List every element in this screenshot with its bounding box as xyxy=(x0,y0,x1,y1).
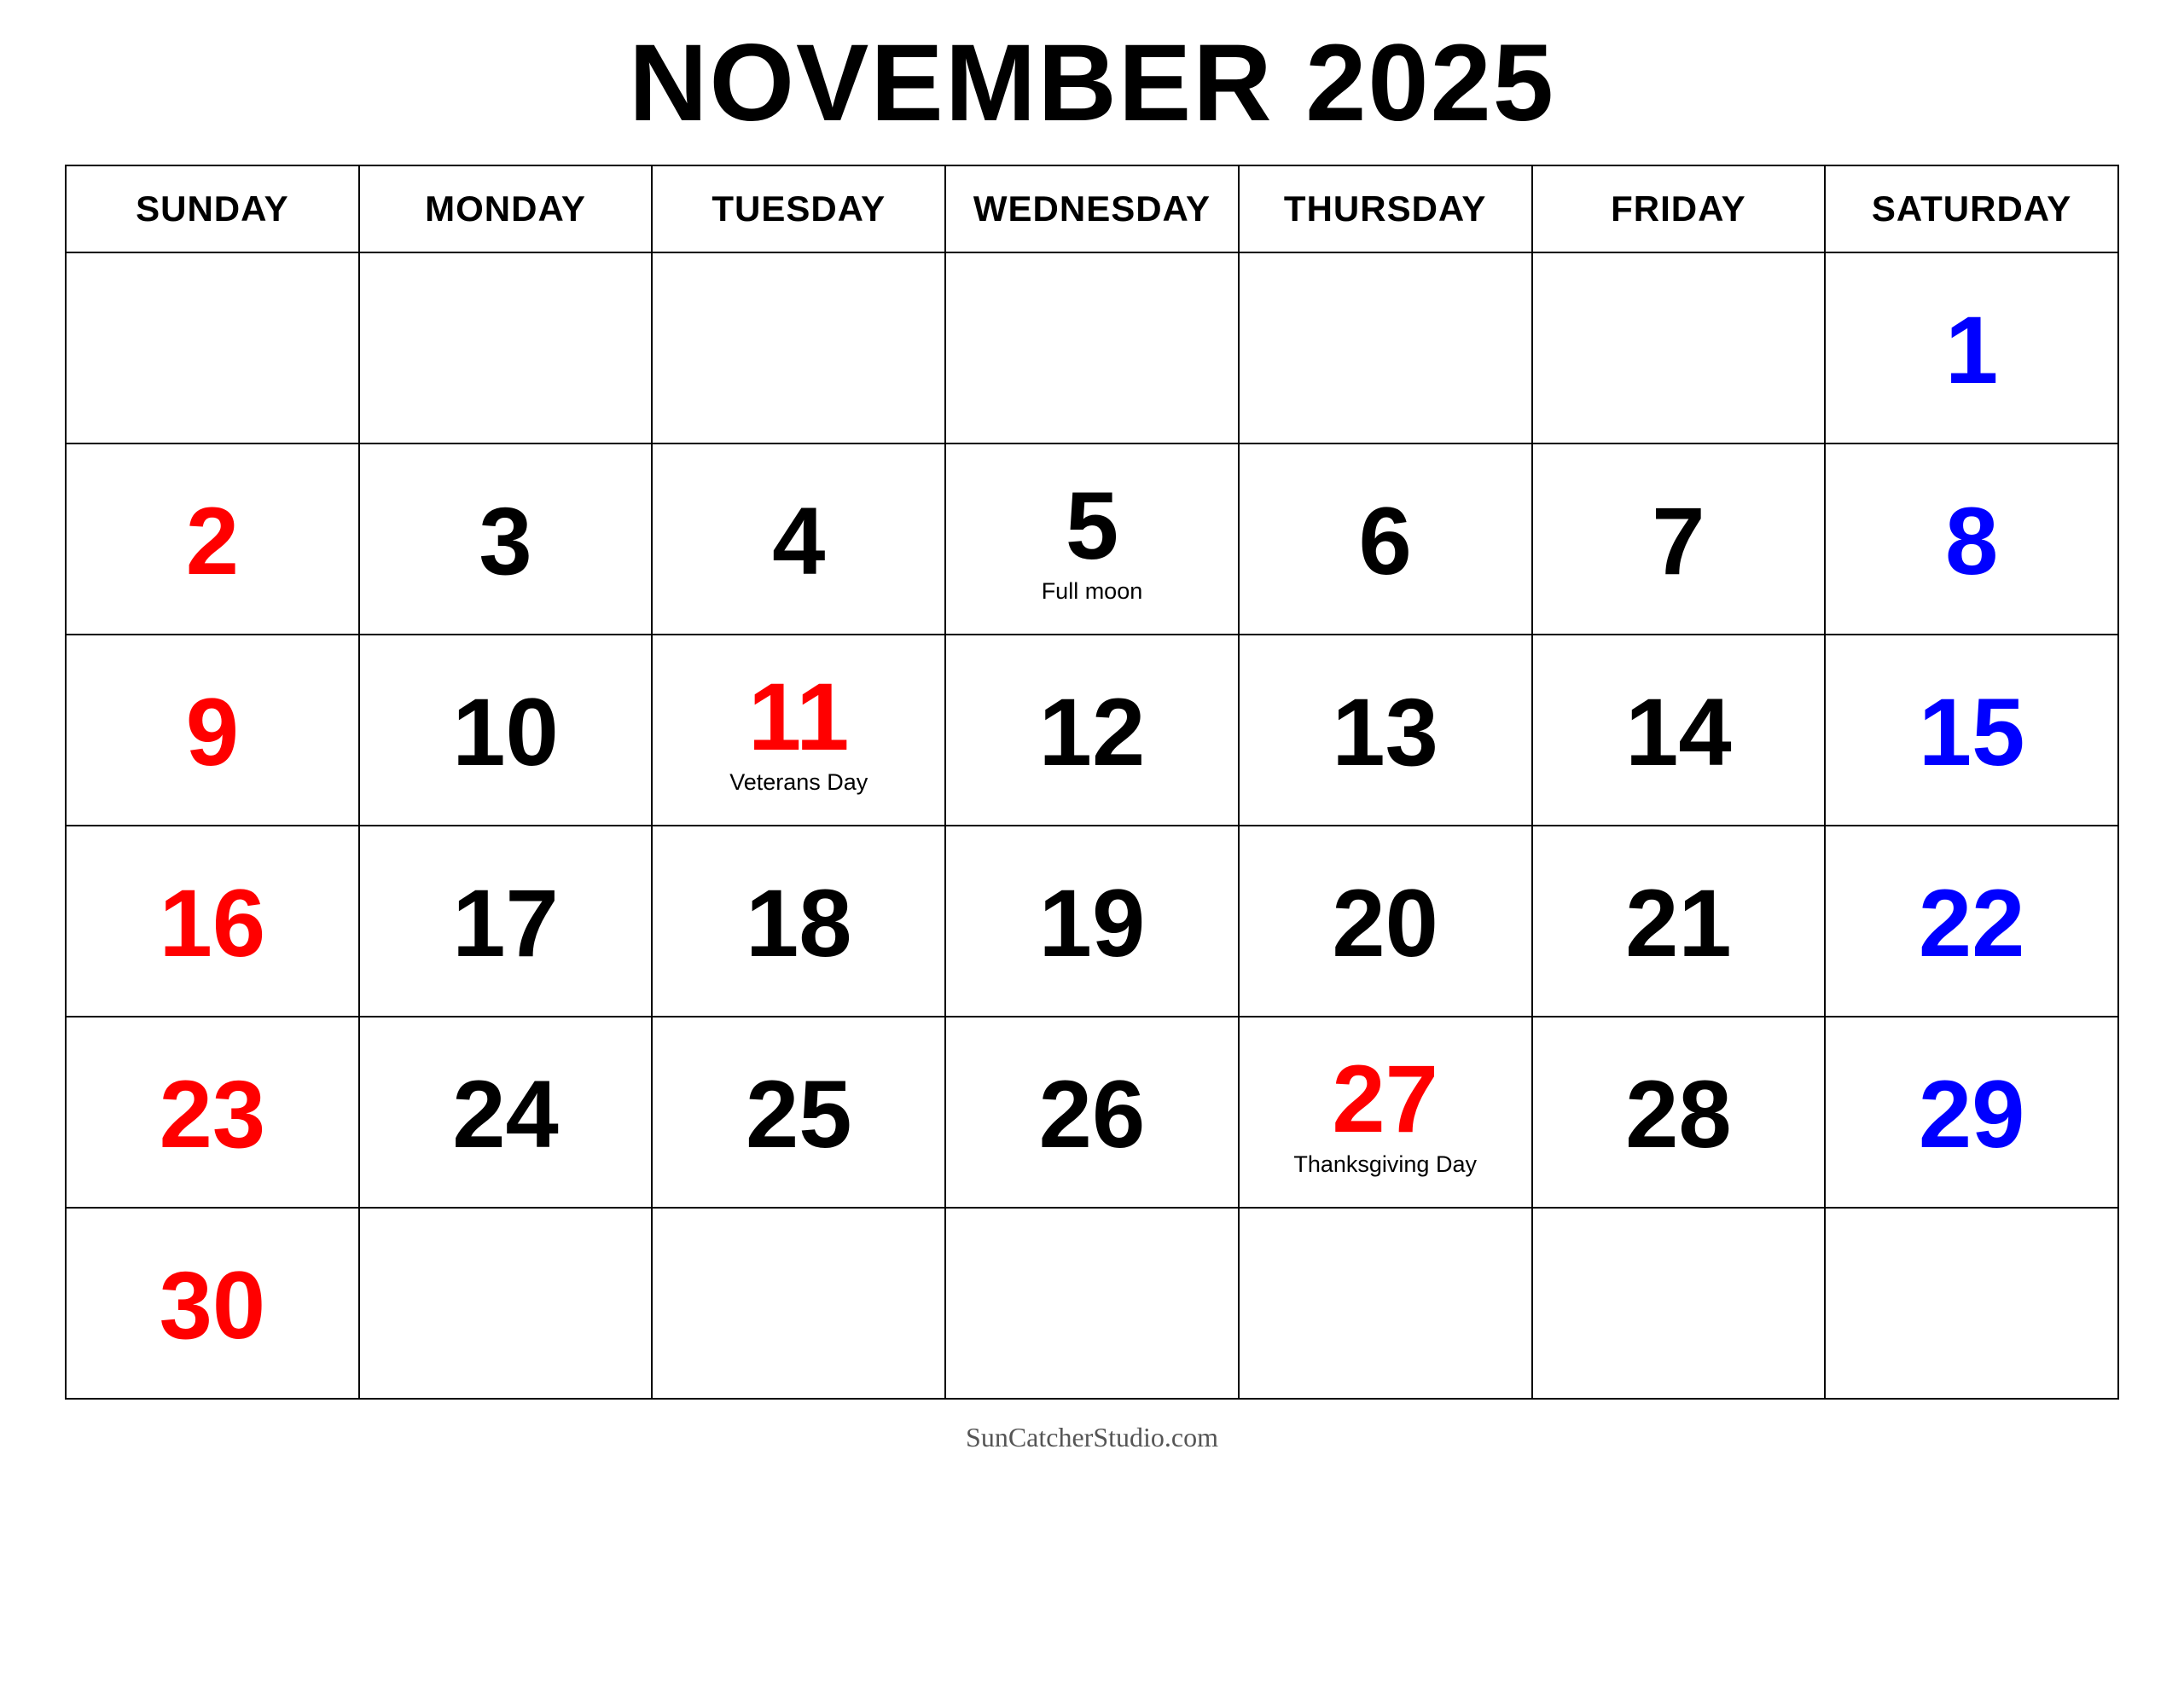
calendar-day-cell-empty xyxy=(359,252,653,443)
calendar-day-cell-empty xyxy=(945,252,1239,443)
day-cell-content xyxy=(653,444,944,634)
calendar-week-row xyxy=(66,1208,2118,1399)
day-cell-content xyxy=(946,635,1238,825)
day-cell-content xyxy=(1533,1017,1825,1207)
day-cell-content xyxy=(946,826,1238,1016)
day-cell-content xyxy=(67,635,358,825)
day-cell-content xyxy=(1240,253,1531,443)
calendar-day-cell[interactable] xyxy=(359,443,653,635)
calendar-day-cell-empty xyxy=(359,1208,653,1399)
day-cell-content xyxy=(653,826,944,1016)
calendar-day-cell[interactable] xyxy=(652,635,945,826)
weekday-header-row xyxy=(66,165,2118,252)
day-number: 7 xyxy=(1652,487,1705,594)
calendar-week-row xyxy=(66,635,2118,826)
day-cell-content xyxy=(67,444,358,634)
day-cell-content xyxy=(653,635,944,825)
day-cell-content xyxy=(946,444,1238,634)
day-cell-content xyxy=(1240,444,1531,634)
calendar-day-cell-empty xyxy=(1532,1208,1826,1399)
calendar-day-cell[interactable] xyxy=(359,826,653,1017)
day-cell-content xyxy=(1533,253,1825,443)
day-cell-content xyxy=(1826,635,2117,825)
day-number: 19 xyxy=(1038,869,1146,977)
calendar-day-cell[interactable] xyxy=(359,635,653,826)
day-number: 20 xyxy=(1332,869,1438,977)
calendar-day-cell[interactable] xyxy=(1825,826,2118,1017)
calendar-body xyxy=(66,252,2118,1399)
day-number: 2 xyxy=(185,487,239,594)
calendar-day-cell[interactable] xyxy=(1825,635,2118,826)
calendar-day-cell[interactable] xyxy=(66,443,359,635)
day-cell-content xyxy=(360,444,652,634)
day-cell-content xyxy=(1240,1209,1531,1398)
calendar-day-cell[interactable] xyxy=(652,443,945,635)
day-cell-content xyxy=(1533,635,1825,825)
calendar-header xyxy=(66,165,2118,252)
day-cell-content xyxy=(1533,1209,1825,1398)
calendar-day-cell-empty xyxy=(1239,1208,1532,1399)
day-cell-content xyxy=(653,253,944,443)
weekday-header-friday: FRIDAY xyxy=(1532,165,1826,252)
calendar-day-cell[interactable] xyxy=(66,1208,359,1399)
site-credit: SunCatcherStudio.com xyxy=(966,1421,1218,1452)
day-cell-content xyxy=(1826,253,2117,443)
calendar-day-cell[interactable] xyxy=(1825,443,2118,635)
day-cell-content xyxy=(360,826,652,1016)
calendar-day-cell[interactable] xyxy=(652,1017,945,1208)
day-number: 29 xyxy=(1918,1060,2025,1168)
calendar-day-cell-empty xyxy=(652,1208,945,1399)
day-number: 9 xyxy=(185,678,239,786)
calendar-day-cell[interactable] xyxy=(1532,826,1826,1017)
calendar-day-cell[interactable] xyxy=(66,1017,359,1208)
day-event-label: Thanksgiving Day xyxy=(1293,1151,1477,1177)
day-number: 13 xyxy=(1332,678,1438,786)
day-number: 22 xyxy=(1918,869,2025,977)
day-cell-content xyxy=(653,1209,944,1398)
weekday-header-tuesday: TUESDAY xyxy=(652,165,945,252)
day-cell-content xyxy=(653,1017,944,1207)
day-number: 24 xyxy=(452,1060,559,1168)
calendar-day-cell[interactable] xyxy=(652,826,945,1017)
day-number: 4 xyxy=(772,487,826,594)
weekday-header-monday: MONDAY xyxy=(359,165,653,252)
day-cell-content xyxy=(360,1017,652,1207)
day-cell-content xyxy=(1826,826,2117,1016)
day-cell-content xyxy=(1240,1017,1531,1207)
calendar-day-cell[interactable] xyxy=(1532,1017,1826,1208)
day-number: 21 xyxy=(1625,869,1732,977)
day-cell-content xyxy=(1826,1017,2117,1207)
calendar-week-row xyxy=(66,443,2118,635)
day-cell-content xyxy=(360,1209,652,1398)
day-number: 27 xyxy=(1332,1045,1438,1152)
calendar-week-row xyxy=(66,1017,2118,1208)
calendar-day-cell-empty xyxy=(945,1208,1239,1399)
day-cell-content xyxy=(946,1017,1238,1207)
calendar-day-cell[interactable] xyxy=(66,826,359,1017)
day-cell-content xyxy=(1533,444,1825,634)
day-number: 1 xyxy=(1944,296,1999,403)
day-number: 26 xyxy=(1038,1060,1146,1168)
calendar-day-cell-empty xyxy=(1239,252,1532,443)
day-number: 8 xyxy=(1944,487,1999,594)
calendar-day-cell[interactable] xyxy=(1532,443,1826,635)
day-cell-content xyxy=(1826,1209,2117,1398)
weekday-header-thursday: THURSDAY xyxy=(1239,165,1532,252)
calendar-day-cell[interactable] xyxy=(1239,1017,1532,1208)
day-cell-content xyxy=(67,1017,358,1207)
day-cell-content xyxy=(1240,826,1531,1016)
weekday-header-wednesday: WEDNESDAY xyxy=(945,165,1239,252)
day-number: 12 xyxy=(1038,678,1146,786)
calendar-day-cell-empty xyxy=(66,252,359,443)
day-cell-content xyxy=(946,1209,1238,1398)
day-number: 10 xyxy=(452,678,559,786)
calendar-day-cell[interactable] xyxy=(1239,826,1532,1017)
day-cell-content xyxy=(1826,444,2117,634)
calendar-week-row xyxy=(66,826,2118,1017)
calendar-day-cell[interactable] xyxy=(945,826,1239,1017)
weekday-header-sunday: SUNDAY xyxy=(66,165,359,252)
day-cell-content xyxy=(1533,826,1825,1016)
calendar-day-cell[interactable] xyxy=(945,443,1239,635)
weekday-header-saturday: SATURDAY xyxy=(1825,165,2118,252)
calendar-day-cell[interactable] xyxy=(1825,252,2118,443)
calendar-day-cell[interactable] xyxy=(1532,635,1826,826)
day-cell-content xyxy=(67,1209,358,1398)
day-number: 17 xyxy=(452,869,559,977)
day-number: 5 xyxy=(1065,472,1119,579)
day-number: 6 xyxy=(1358,487,1412,594)
calendar-week-row xyxy=(66,252,2118,443)
day-number: 16 xyxy=(159,869,266,977)
day-number: 23 xyxy=(159,1060,266,1168)
page-title: NOVEMBER 2025 xyxy=(629,22,1555,144)
day-number: 3 xyxy=(479,487,532,594)
calendar-day-cell[interactable] xyxy=(945,635,1239,826)
day-number: 15 xyxy=(1918,678,2025,786)
calendar-grid xyxy=(65,165,2119,1400)
day-cell-content xyxy=(946,253,1238,443)
calendar-day-cell-empty xyxy=(1532,252,1826,443)
calendar-day-cell[interactable] xyxy=(945,1017,1239,1208)
day-number: 30 xyxy=(159,1251,266,1359)
day-number: 14 xyxy=(1625,678,1732,786)
calendar-day-cell[interactable] xyxy=(359,1017,653,1208)
day-cell-content xyxy=(1240,635,1531,825)
day-cell-content xyxy=(67,253,358,443)
day-number: 28 xyxy=(1625,1060,1732,1168)
calendar-day-cell[interactable] xyxy=(1825,1017,2118,1208)
calendar-day-cell-empty xyxy=(652,252,945,443)
day-cell-content xyxy=(360,635,652,825)
calendar-day-cell[interactable] xyxy=(1239,443,1532,635)
day-cell-content xyxy=(360,253,652,443)
day-event-label: Full moon xyxy=(1041,577,1143,604)
calendar-day-cell[interactable] xyxy=(1239,635,1532,826)
day-cell-content xyxy=(67,826,358,1016)
day-number: 25 xyxy=(745,1060,852,1168)
day-event-label: Veterans Day xyxy=(729,768,868,795)
day-number: 11 xyxy=(748,663,850,770)
day-number: 18 xyxy=(745,869,852,977)
calendar-day-cell[interactable] xyxy=(66,635,359,826)
calendar-day-cell-empty xyxy=(1825,1208,2118,1399)
